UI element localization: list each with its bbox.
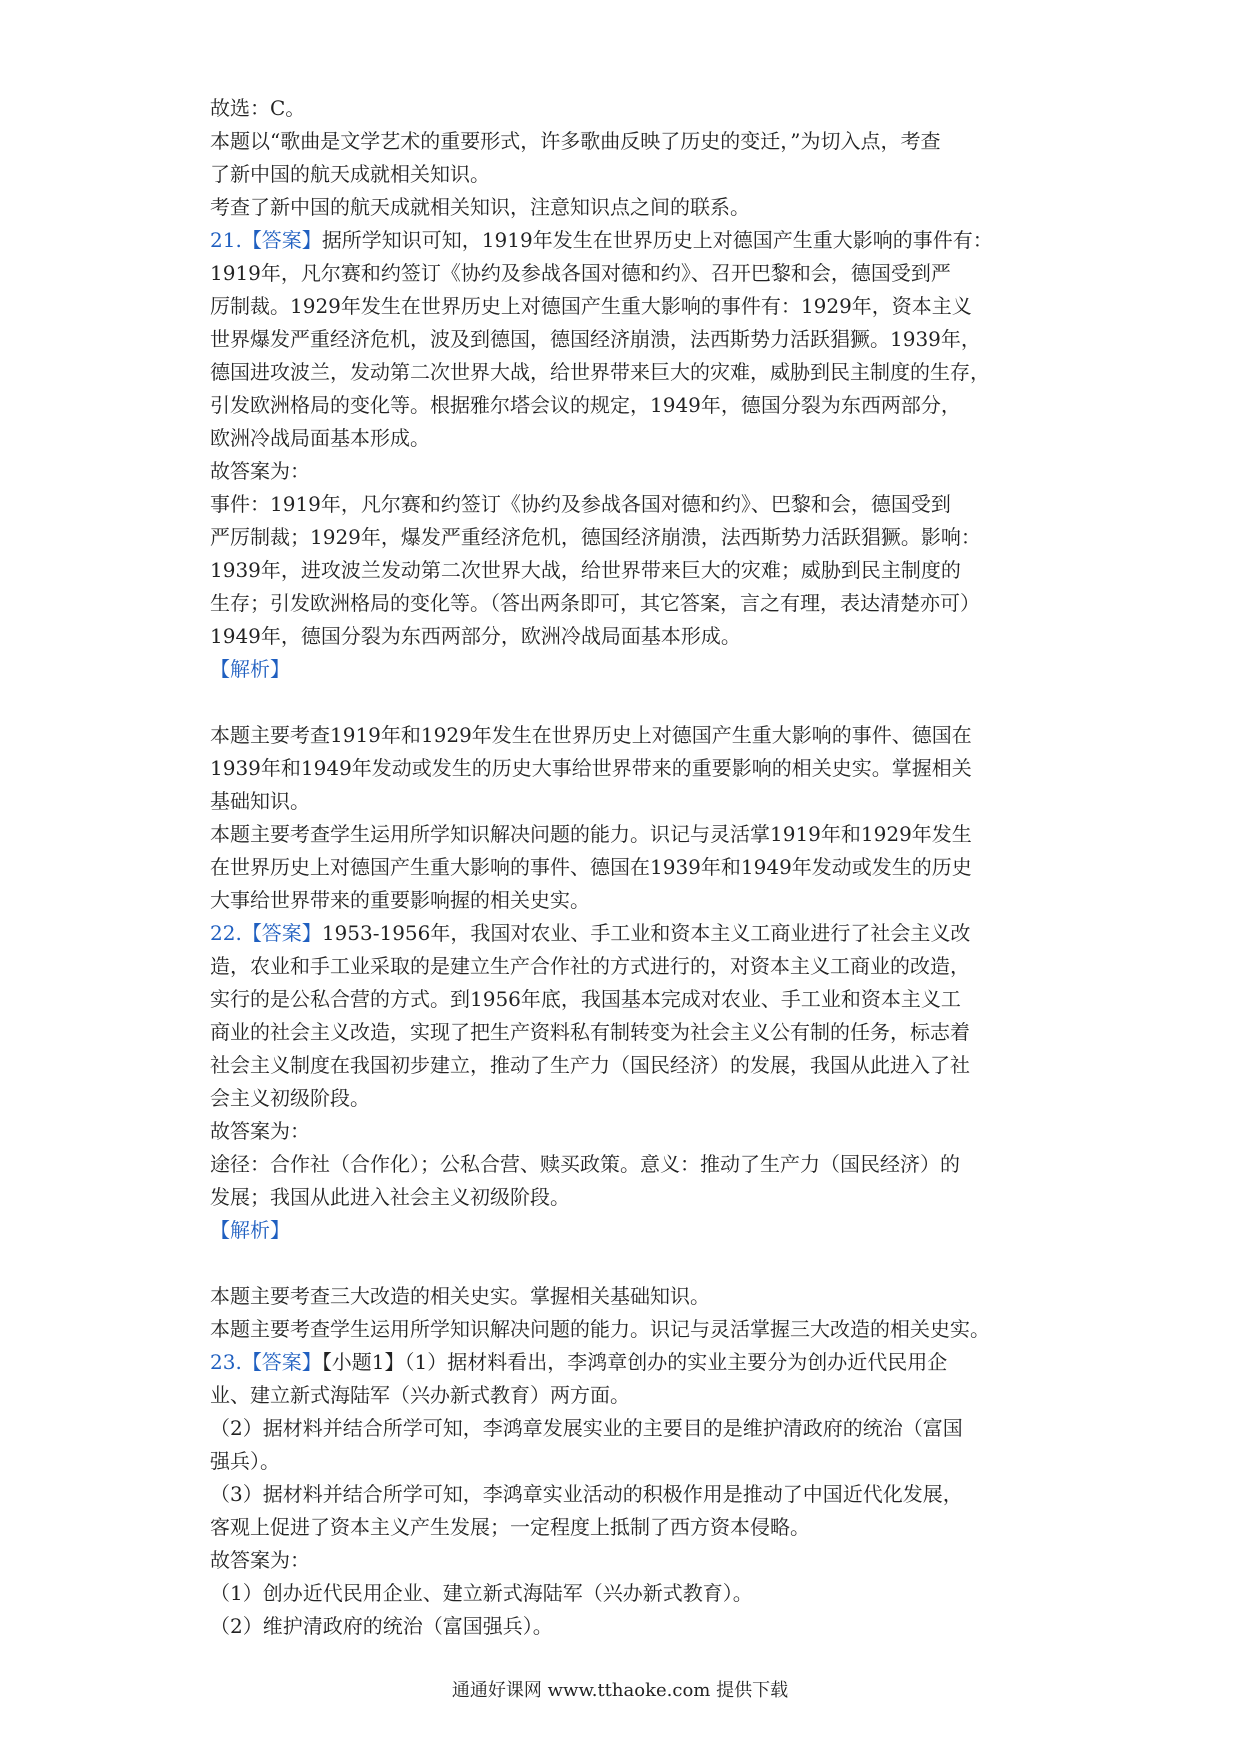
text-run: 故答案为： xyxy=(210,1548,310,1572)
text-line xyxy=(210,950,1050,983)
text-run: 1939年，进攻波兰发动第二次世界大战，给世界带来巨大的灾难；威胁到民主制度的 xyxy=(210,558,961,582)
text-run: 社会主义制度在我国初步建立，推动了生产力（国民经济）的发展，我国从此进入了社 xyxy=(210,1053,970,1077)
text-run: 欧洲冷战局面基本形成。 xyxy=(210,426,430,450)
text-run: 据所学知识可知，1919年发生在世界历史上对德国产生重大影响的事件有： xyxy=(321,228,993,252)
text-line xyxy=(210,158,1050,191)
page-footer: 通通好课网 www.tthaoke.com 提供下载 xyxy=(451,1680,789,1701)
analysis-label: 【解析】 xyxy=(210,657,290,681)
text-run: 途径：合作社（合作化）；公私合营、赎买政策。意义：推动了生产力（国民经济）的 xyxy=(210,1152,960,1176)
text-run: 基础知识。 xyxy=(210,789,310,813)
text-line xyxy=(210,1412,1050,1445)
text-run: 了新中国的航天成就相关知识。 xyxy=(210,162,490,186)
text-line xyxy=(210,1181,1050,1214)
text-run: 在世界历史上对德国产生重大影响的事件、德国在1939年和1949年发动或发生的历史 xyxy=(210,855,972,879)
text-line xyxy=(210,1148,1050,1181)
text-line xyxy=(210,1478,1050,1511)
question-number: 22. xyxy=(210,921,242,945)
text-line xyxy=(210,1016,1050,1049)
text-run: 故答案为： xyxy=(210,459,310,483)
text-run: 1919年，凡尔赛和约签订《协约及参战各国对德和约》、召开巴黎和会，德国受到严 xyxy=(210,261,951,285)
text-run: 引发欧洲格局的变化等。根据雅尔塔会议的规定，1949年，德国分裂为东西两部分， xyxy=(210,393,961,417)
text-line xyxy=(210,983,1050,1016)
text-line xyxy=(210,521,1050,554)
text-line xyxy=(210,422,1050,455)
text-run: 1939年和1949年发动或发生的历史大事给世界带来的重要影响的相关史实。掌握相关 xyxy=(210,756,972,780)
text-line xyxy=(210,323,1050,356)
text-run: 世界爆发严重经济危机，波及到德国，德国经济崩溃，法西斯势力活跃猖獗。1939年， xyxy=(210,327,981,351)
text-line xyxy=(210,389,1050,422)
text-line xyxy=(210,1313,1050,1346)
text-line xyxy=(210,752,1050,785)
text-run: 故答案为： xyxy=(210,1119,310,1143)
text-line xyxy=(210,587,1050,620)
text-line xyxy=(210,785,1050,818)
text-line xyxy=(210,1115,1050,1148)
question-number: 21. xyxy=(210,228,242,252)
text-run: （1）创办近代民用企业、建立新式海陆军（兴办新式教育）。 xyxy=(210,1581,753,1605)
question-21-answer xyxy=(210,224,1050,257)
text-line xyxy=(210,1610,1050,1643)
text-run: 本题主要考查学生运用所学知识解决问题的能力。识记与灵活掌握三大改造的相关史实。 xyxy=(210,1317,990,1341)
text-line xyxy=(210,1049,1050,1082)
blank-line xyxy=(210,1247,1050,1280)
text-run: 实行的是公私合营的方式。到1956年底，我国基本完成对农业、手工业和资本主义工 xyxy=(210,987,961,1011)
answer-tag: 【答案】 xyxy=(241,921,322,945)
text-run: 大事给世界带来的重要影响握的相关史实。 xyxy=(210,888,590,912)
text-run: 考查了新中国的航天成就相关知识，注意知识点之间的联系。 xyxy=(210,195,750,219)
text-run: 事件：1919年，凡尔赛和约签订《协约及参战各国对德和约》、巴黎和会，德国受到 xyxy=(210,492,951,516)
text-run: 生存；引发欧洲格局的变化等。（答出两条即可，其它答案，言之有理，表达清楚亦可） xyxy=(210,591,980,615)
text-run: 严厉制裁；1929年，爆发严重经济危机，德国经济崩溃，法西斯势力活跃猖獗。影响： xyxy=(210,525,981,549)
text-line xyxy=(210,818,1050,851)
text-run: 【小题1】（1）据材料看出，李鸿章创办的实业主要分为创办近代民用企 xyxy=(321,1350,948,1374)
analysis-tag xyxy=(210,1214,1050,1247)
text-line xyxy=(210,1280,1050,1313)
text-run: 本题以“歌曲是文学艺术的重要形式，许多歌曲反映了历史的变迁，”为切入点，考查 xyxy=(210,129,941,153)
text-line xyxy=(210,488,1050,521)
text-run: 强兵）。 xyxy=(210,1449,280,1473)
document-body xyxy=(210,92,1050,1643)
text-line xyxy=(210,1445,1050,1478)
text-line xyxy=(210,620,1050,653)
text-line xyxy=(210,851,1050,884)
text-run: 商业的社会主义改造，实现了把生产资料私有制转变为社会主义公有制的任务，标志着 xyxy=(210,1020,970,1044)
text-line xyxy=(210,719,1050,752)
text-run: （2）维护清政府的统治（富国强兵）。 xyxy=(210,1614,553,1638)
answer-tag: 【答案】 xyxy=(241,228,322,252)
text-line xyxy=(210,1511,1050,1544)
question-22-answer xyxy=(210,917,1050,950)
text-line xyxy=(210,1577,1050,1610)
analysis-tag xyxy=(210,653,1050,686)
text-line xyxy=(210,554,1050,587)
text-line xyxy=(210,125,1050,158)
text-run: （2）据材料并结合所学可知，李鸿章发展实业的主要目的是维护清政府的统治（富国 xyxy=(210,1416,963,1440)
text-run: （3）据材料并结合所学可知，李鸿章实业活动的积极作用是推动了中国近代化发展， xyxy=(210,1482,963,1506)
text-run: 造，农业和手工业采取的是建立生产合作社的方式进行的，对资本主义工商业的改造， xyxy=(210,954,970,978)
question-number: 23. xyxy=(210,1350,242,1374)
text-line xyxy=(210,92,1050,125)
text-run: 发展；我国从此进入社会主义初级阶段。 xyxy=(210,1185,570,1209)
text-line xyxy=(210,356,1050,389)
text-run: 本题主要考查三大改造的相关史实。掌握相关基础知识。 xyxy=(210,1284,710,1308)
text-line xyxy=(210,1379,1050,1412)
text-run: 本题主要考查学生运用所学知识解决问题的能力。识记与灵活掌1919年和1929年发生 xyxy=(210,822,972,846)
analysis-label: 【解析】 xyxy=(210,1218,290,1242)
blank-line xyxy=(210,686,1050,719)
text-run: 本题主要考查1919年和1929年发生在世界历史上对德国产生重大影响的事件、德国在 xyxy=(210,723,972,747)
text-line xyxy=(210,1544,1050,1577)
text-line xyxy=(210,1082,1050,1115)
text-run: 客观上促进了资本主义产生发展；一定程度上抵制了西方资本侵略。 xyxy=(210,1515,810,1539)
question-23-answer xyxy=(210,1346,1050,1379)
text-line xyxy=(210,884,1050,917)
text-run: 1949年，德国分裂为东西两部分，欧洲冷战局面基本形成。 xyxy=(210,624,741,648)
answer-tag: 【答案】 xyxy=(241,1350,322,1374)
text-line xyxy=(210,191,1050,224)
text-run: 1953-1956年，我国对农业、手工业和资本主义工商业进行了社会主义改 xyxy=(321,921,971,945)
text-run: 业、建立新式海陆军（兴办新式教育）两方面。 xyxy=(210,1383,630,1407)
text-run: 德国进攻波兰，发动第二次世界大战，给世界带来巨大的灾难，威胁到民主制度的生存， xyxy=(210,360,990,384)
text-line xyxy=(210,257,1050,290)
text-line xyxy=(210,455,1050,488)
text-run: 会主义初级阶段。 xyxy=(210,1086,370,1110)
text-run: 厉制裁。1929年发生在世界历史上对德国产生重大影响的事件有：1929年，资本主义 xyxy=(210,294,972,318)
text-run: 故选：C。 xyxy=(210,96,306,120)
text-line xyxy=(210,290,1050,323)
